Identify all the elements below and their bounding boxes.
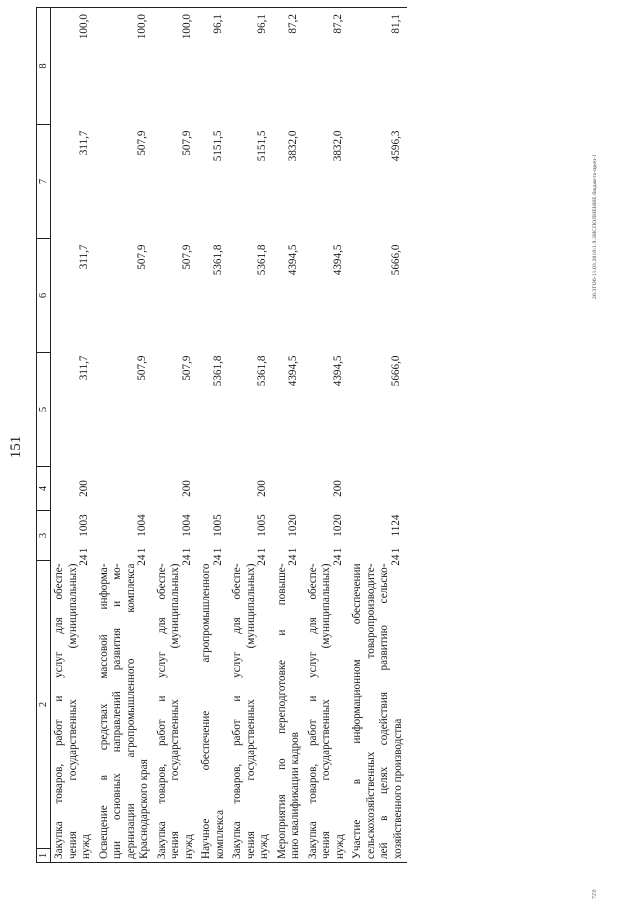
percent-executed: 100,0 bbox=[96, 8, 154, 125]
code-expense-type: 200 bbox=[78, 480, 90, 497]
code-expense-type bbox=[349, 467, 407, 511]
page-number: 151 bbox=[8, 435, 24, 459]
row-name bbox=[229, 554, 274, 863]
footer-document-code: 20.3ГО6-11.03.2016\1.9.3ИСПОЛНЕНИЕ бюджета-проч-1 bbox=[592, 153, 598, 299]
amount-plan: 5361,8 bbox=[256, 355, 268, 387]
code-article: 1003 bbox=[78, 514, 90, 537]
row-name-line: лей в целях содействия развитию сельско- bbox=[378, 563, 390, 859]
column-number: 7 bbox=[37, 125, 51, 239]
amount-executed: 5151,5 bbox=[211, 130, 224, 162]
row-name bbox=[154, 554, 199, 863]
amount-executed: 5151,5 bbox=[256, 130, 268, 162]
row-name-line: комплекса bbox=[213, 809, 226, 859]
code-section: 1 bbox=[136, 547, 148, 554]
row-name-line: Закупка товаров, работ и услуг для обеспе- bbox=[231, 563, 243, 859]
row-name-line: чения государственных (муниципальных) bbox=[169, 563, 181, 859]
percent-executed: 87,2 bbox=[274, 8, 305, 125]
percent-executed: 96,1 bbox=[229, 8, 274, 125]
amount-plan: 4394,5 bbox=[287, 355, 299, 387]
code-article: 1004 bbox=[180, 514, 193, 537]
amount-refined: 5361,8 bbox=[256, 244, 268, 276]
amount-refined: 507,9 bbox=[136, 244, 148, 270]
table-row bbox=[154, 8, 199, 863]
row-name-line: чения государственных (муниципальных) bbox=[320, 563, 332, 859]
amount-plan: 311,7 bbox=[78, 355, 90, 381]
column-number: 2 bbox=[37, 561, 51, 849]
table-row bbox=[229, 8, 274, 863]
amount-executed: 3832,0 bbox=[331, 130, 344, 162]
column-number: 1 bbox=[37, 849, 51, 863]
row-name-line: нужд bbox=[333, 834, 346, 859]
amount-executed: 507,9 bbox=[180, 130, 193, 156]
row-name bbox=[305, 554, 350, 863]
code-chapter: 24 bbox=[78, 554, 90, 566]
code-article: 1020 bbox=[287, 514, 299, 537]
row-name bbox=[198, 554, 229, 863]
code-chapter: 24 bbox=[180, 554, 193, 566]
row-name-line: сельскохозяйственных товаропроизводите- bbox=[364, 563, 377, 859]
code-expense-type bbox=[96, 467, 154, 511]
percent-executed: 100,0 bbox=[51, 8, 96, 125]
code-section: 1 bbox=[331, 547, 344, 554]
row-name-line: Закупка товаров, работ и услуг для обеспе- bbox=[306, 563, 319, 859]
code-article: 1020 bbox=[331, 514, 344, 537]
row-name-line: дернизации агропромышленного комплекса bbox=[124, 563, 137, 859]
code-expense-type: 200 bbox=[331, 480, 344, 497]
code-chapter: 24 bbox=[331, 554, 344, 566]
column-number: 3 bbox=[37, 511, 51, 561]
amount-executed: 4596,3 bbox=[389, 130, 402, 162]
table-row bbox=[51, 8, 96, 863]
amount-refined: 5361,8 bbox=[211, 244, 224, 276]
table-row bbox=[349, 8, 407, 863]
row-name-line: чения государственных (муниципальных) bbox=[66, 563, 79, 859]
code-article: 1005 bbox=[211, 514, 224, 537]
row-name-line: нужд bbox=[182, 834, 195, 859]
table-row bbox=[274, 8, 305, 863]
row-name-line: чения государственных (муниципальных) bbox=[244, 563, 257, 859]
code-section: 1 bbox=[211, 547, 224, 554]
amount-plan: 507,9 bbox=[180, 355, 193, 381]
code-chapter: 24 bbox=[256, 554, 268, 566]
row-name-line: нию квалификации кадров bbox=[289, 732, 301, 859]
amount-refined: 507,9 bbox=[180, 244, 193, 270]
amount-plan: 4394,5 bbox=[331, 355, 344, 387]
percent-executed: 100,0 bbox=[154, 8, 199, 125]
column-number: 4 bbox=[37, 467, 51, 511]
code-section: 1 bbox=[78, 547, 90, 554]
column-number: 5 bbox=[37, 353, 51, 467]
code-section: 1 bbox=[256, 547, 268, 554]
amount-plan: 507,9 bbox=[136, 355, 148, 381]
row-name-line: нужд bbox=[258, 834, 270, 859]
row-name-line: ции основных направлений развития и мо- bbox=[111, 563, 123, 859]
code-expense-type: 200 bbox=[256, 480, 268, 497]
code-chapter: 24 bbox=[136, 554, 148, 566]
row-name bbox=[274, 554, 305, 863]
code-article: 1124 bbox=[389, 514, 402, 537]
amount-refined: 4394,5 bbox=[331, 244, 344, 276]
amount-plan: 5361,8 bbox=[211, 355, 224, 387]
row-name-line: Научное обеспечение агропромышленного bbox=[200, 563, 212, 859]
code-chapter: 24 bbox=[287, 554, 299, 566]
code-chapter: 24 bbox=[389, 554, 402, 566]
row-name-line: Закупка товаров, работ и услуг для обеспе- bbox=[53, 563, 65, 859]
row-name-line: Освещение в средствах массовой информа- bbox=[97, 563, 110, 859]
code-section: 1 bbox=[389, 547, 402, 554]
amount-executed: 3832,0 bbox=[287, 130, 299, 162]
code-article: 1005 bbox=[256, 514, 268, 537]
row-name bbox=[51, 554, 96, 863]
column-number: 8 bbox=[37, 8, 51, 125]
row-name-line: Участие в информационном обеспечении bbox=[351, 563, 363, 859]
column-number: 6 bbox=[37, 239, 51, 353]
amount-refined: 4394,5 bbox=[287, 244, 299, 276]
percent-executed: 81,1 bbox=[349, 8, 407, 125]
amount-executed: 311,7 bbox=[78, 130, 90, 156]
code-chapter: 24 bbox=[211, 554, 224, 566]
amount-plan: 5666,0 bbox=[389, 355, 402, 387]
column-number-row bbox=[37, 8, 51, 863]
row-name bbox=[96, 554, 154, 863]
table-row bbox=[96, 8, 154, 863]
row-name-line: Краснодарского края bbox=[138, 759, 150, 859]
amount-refined: 311,7 bbox=[78, 244, 90, 270]
code-expense-type bbox=[274, 467, 305, 511]
table-row bbox=[305, 8, 350, 863]
code-article: 1004 bbox=[136, 514, 148, 537]
amount-executed: 507,9 bbox=[136, 130, 148, 156]
row-name-line: Закупка товаров, работ и услуг для обеспе- bbox=[155, 563, 168, 859]
row-name-line: нужд bbox=[80, 834, 92, 859]
row-name bbox=[349, 554, 407, 863]
amount-refined: 5666,0 bbox=[389, 244, 402, 276]
code-expense-type: 200 bbox=[180, 480, 193, 497]
table-row bbox=[198, 8, 229, 863]
code-section: 1 bbox=[180, 547, 193, 554]
corner-mark: 7Z8 bbox=[592, 889, 598, 899]
row-name-line: хозяйственного производства bbox=[391, 718, 404, 859]
percent-executed: 87,2 bbox=[305, 8, 350, 125]
budget-table bbox=[36, 7, 407, 863]
row-name-line: Мероприятия по переподготовке и повыше- bbox=[275, 563, 288, 859]
code-section: 1 bbox=[287, 547, 299, 554]
percent-executed: 96,1 bbox=[198, 8, 229, 125]
code-expense-type bbox=[198, 467, 229, 511]
